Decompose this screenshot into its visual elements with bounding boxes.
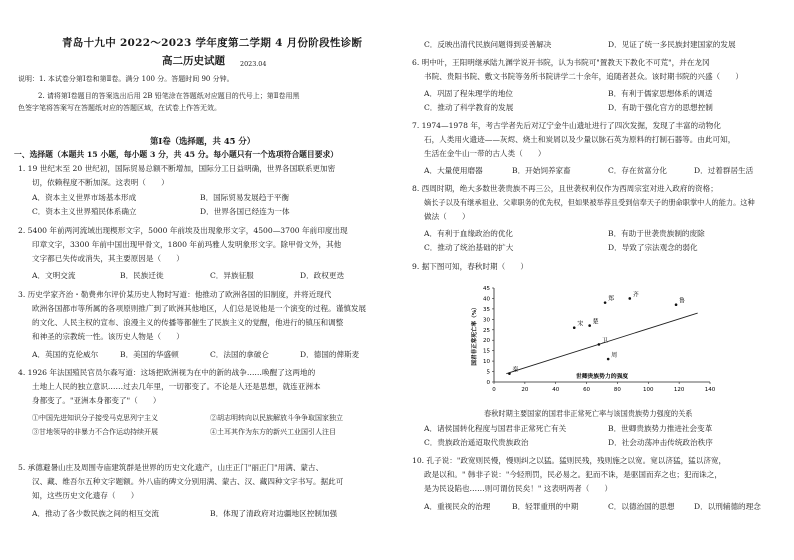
data-point-label: 郑 xyxy=(608,295,615,303)
q6-option-a[interactable]: A．巩固了程朱理学的地位 xyxy=(424,89,514,98)
q3-line-4: 和神圣的宗教统一性。该历史人物是（ ） xyxy=(32,332,184,341)
instruction-2: 2. 请将第Ⅰ卷题目的答案选出后用 2B 铅笔涂在答题纸对应题目的代号上；第Ⅱ卷用黑 xyxy=(38,92,300,100)
q4-option-2[interactable]: ②胡志明转向以民族解放斗争争取国家独立 xyxy=(210,414,343,422)
q1-line-1: 1. 19 世纪末至 20 世纪初，国际贸易总额不断增加，国际分工日益明确，世界各国联系更加密 xyxy=(18,164,336,173)
x-tick-label: 20 xyxy=(521,387,529,393)
q4-line-3: 身都变了。"亚洲本身都变了"（ ） xyxy=(32,396,161,405)
q3-line-3: 的文化、人民主权的宣布、浪漫主义的传播等都催生了民族主义的觉醒，他进行的镇压和调整 xyxy=(32,318,344,327)
data-point xyxy=(588,324,591,327)
q7-option-a[interactable]: A．大量使用磨器 xyxy=(424,166,483,175)
q8-line-3: 做法（ ） xyxy=(424,212,470,221)
q3-line-1: 3. 历史学家齐治・勒费弗尔评价某历史人物时写道：他推动了欧洲各国的旧制度，并将近现代 xyxy=(18,290,332,299)
q10-line-3: 是为民设陷也……则可谓仿民矣！" 这表明两者（ ） xyxy=(424,484,613,493)
q10-line-1: 10. 孔子说："政宽则民慢，慢则纠之以猛。猛则民残，残则施之以宽。宽以济猛，猛以济宽， xyxy=(412,456,727,465)
y-tick-label: 15 xyxy=(483,348,490,355)
q9-line-1: 9. 据下图可知，春秋时期（ ） xyxy=(412,262,528,271)
data-point xyxy=(508,372,511,375)
data-point-label: 卫 xyxy=(601,337,608,345)
q4-option-4[interactable]: ④土耳其作为东方的新兴工业国引人注目 xyxy=(210,428,336,436)
q6-option-b[interactable]: B．有利于儒家思想体系的调适 xyxy=(608,89,713,98)
data-point-label: 鲁 xyxy=(679,297,686,305)
q6-option-d[interactable]: D．有助于强化官方的思想控制 xyxy=(608,103,713,112)
q1-option-d[interactable]: D．世界各国已经连为一体 xyxy=(200,207,290,216)
q4-option-3[interactable]: ③甘地领导的非暴力不合作运动持续开展 xyxy=(32,428,158,436)
y-tick-label: 5 xyxy=(486,369,490,376)
q2-option-d[interactable]: D．政权更迭 xyxy=(300,271,345,280)
q10-option-c[interactable]: C．以德治国的思想 xyxy=(608,502,675,511)
section-title: 第Ⅰ卷（选择题，共 45 分） xyxy=(150,136,256,146)
x-tick-label: 80 xyxy=(613,387,621,393)
data-point xyxy=(598,343,601,346)
q7-line-2: 石，人类用火遗迹——灰烬、烧土和炭屑以及少量以脉石英为原料的打制石器等。由此可知， xyxy=(424,135,736,144)
data-point xyxy=(628,297,631,300)
q8-option-b[interactable]: B．有助于世袭贵族制的废除 xyxy=(608,229,705,238)
q1-option-a[interactable]: A．资本主义世界市场基本形成 xyxy=(32,193,137,202)
y-axis-label: 国君非正常死亡率（%） xyxy=(472,304,478,366)
data-point-label: 楚 xyxy=(592,318,599,326)
q10-line-2: 政是以和。" 韩非子说："今轻刑罚，民必易之。犯而不诛，是驱国而弃之也；犯而诛之， xyxy=(424,470,722,479)
q1-option-b[interactable]: B．国际贸易发展趋于平衡 xyxy=(200,193,290,202)
q9-scatter-chart xyxy=(466,282,722,400)
instruction-3: 色签字笔将答案写在答题纸对应的答题区域，在试卷上作答无效。 xyxy=(18,104,221,112)
data-point-label: 宋 xyxy=(577,320,584,328)
q3-option-b[interactable]: B．美国的华盛顿 xyxy=(120,350,179,359)
data-point xyxy=(604,301,607,304)
q2-line-3: 文字都已失传或消失，其主要原因是（ ） xyxy=(32,254,184,263)
x-tick-label: 0 xyxy=(492,387,496,393)
y-tick-label: 40 xyxy=(483,296,490,303)
q5-option-d[interactable]: D．见证了统一多民族封建国家的发展 xyxy=(608,40,736,49)
q3-line-2: 欧洲各国都市等所属的各项原则推广到了欧洲其他地区，人们总是说他是一个演变的过程。谨慎发展 xyxy=(32,304,367,313)
q7-option-c[interactable]: C．存在贫富分化 xyxy=(608,166,667,175)
q3-option-a[interactable]: A．英国的克伦威尔 xyxy=(32,350,99,359)
q4-option-1[interactable]: ①中国先进知识分子接受马克思列宁主义 xyxy=(32,414,158,422)
y-tick-label: 35 xyxy=(483,306,490,313)
q8-option-d[interactable]: D．导致了宗法观念的弱化 xyxy=(608,243,698,252)
y-tick-label: 25 xyxy=(483,327,490,334)
q5-line-1: 5. 承德避暑山庄及周围寺庙建筑群是世界的历史文化遗产，山庄正门"丽正门"用满、蒙古、 xyxy=(18,463,324,472)
y-tick-label: 45 xyxy=(483,286,490,292)
q9-option-c[interactable]: C．贵族政治遥迢取代贵族政治 xyxy=(424,438,529,447)
exam-subtitle: 高二历史试题 xyxy=(162,55,225,67)
exam-title: 青岛十九中 2022～2023 学年度第二学期 4 月份阶段性诊断 xyxy=(62,37,363,49)
q7-option-d[interactable]: D．过着群居生活 xyxy=(694,166,754,175)
q2-line-2: 印章文字，3300 年前中国出现甲骨文，1800 年前玛雅人发明象形文字。除甲骨文外，其他 xyxy=(32,240,342,249)
q8-line-1: 8. 西周时期，绝大多数世袭贵族不再三公，且世袭权利仅作为西周宗室对进入政府的资格； xyxy=(412,184,718,193)
data-point-label: 周 xyxy=(611,352,618,360)
q6-line-2: 书院、贵阳书院、敷文书院等务所书院讲学二十余年，追随者甚众。该时期书院的兴盛（ ） xyxy=(424,72,743,81)
data-point xyxy=(573,326,576,329)
exam-date: 2023.04 xyxy=(240,60,267,68)
x-tick-label: 140 xyxy=(704,387,716,393)
q3-option-d[interactable]: D．德国的俾斯麦 xyxy=(300,350,360,359)
x-tick-label: 120 xyxy=(673,387,685,393)
q1-option-c[interactable]: C．资本主义世界殖民体系确立 xyxy=(32,207,137,216)
q10-option-b[interactable]: B．轻罪重刑的中期 xyxy=(512,502,579,511)
q5-option-c[interactable]: C．反映出清代民族问题得到妥善解决 xyxy=(424,40,552,49)
data-point-label: 齐 xyxy=(632,291,639,299)
q3-option-c[interactable]: C．法国的拿破仑 xyxy=(210,350,269,359)
q7-option-b[interactable]: B．开始饲养家畜 xyxy=(512,166,571,175)
q2-option-a[interactable]: A．文明交流 xyxy=(32,271,76,280)
x-tick-label: 60 xyxy=(583,387,591,393)
q9-option-b[interactable]: B．世卿贵族势力推进社会变革 xyxy=(608,424,713,433)
y-tick-label: 20 xyxy=(483,338,490,345)
instruction-1: 说明：1. 本试卷分第Ⅰ卷和第Ⅱ卷。满分 100 分。答题时间 90 分钟。 xyxy=(18,75,234,83)
q1-line-2: 切，依赖程度不断加深。这表明（ ） xyxy=(32,178,169,187)
data-point xyxy=(607,358,610,361)
q5-line-2: 汉、藏、维吾尔五种文字题额。外八庙的碑文分别用满、蒙古、汉、藏四种文字书写。据此可 xyxy=(32,477,344,486)
q5-option-a[interactable]: A．推动了各少数民族之间的相互交流 xyxy=(32,509,159,518)
chart-caption: 春秋时期主要国家的国君非正常死亡率与该国贵族势力强度的关系 xyxy=(484,409,693,418)
data-point-label: 秦 xyxy=(512,366,519,374)
y-tick-label: 30 xyxy=(483,317,490,324)
q7-line-1: 7. 1974—1978 年，考古学者先后对辽宁金牛山遗址进行了四次发掘，发现了丰富的动物化 xyxy=(412,121,721,130)
q7-line-3: 生活在金牛山一带的古人类（ ） xyxy=(424,149,546,158)
q6-line-1: 6. 明中叶，王阳明继承陆九渊学说开书院，认为书院可"置教天下教化不可荒"，并在龙冈 xyxy=(412,58,710,67)
q2-line-1: 2. 5400 年前两河流域出现楔形文字，5000 年前埃及出现象形文字，4500—3700 年前印度出现 xyxy=(18,226,348,235)
q10-option-a[interactable]: A．重视民众的治理 xyxy=(424,502,491,511)
data-point xyxy=(675,303,678,306)
q2-option-c[interactable]: C．异族征服 xyxy=(210,271,254,280)
section-heading: 一、选择题（本题共 15 小题，每小题 3 分，共 45 分。每小题只有一个选项符合题目要求） xyxy=(14,150,339,159)
x-axis-label: 世卿贵族势力的强度 xyxy=(575,374,629,380)
q4-line-2: 土地上人民的独立意识……过去几年里，一切都变了。不论是人还是思想，就连亚洲本 xyxy=(32,382,321,391)
q5-line-3: 知，这些历史文化遗存（ ） xyxy=(32,491,139,500)
q5-option-b[interactable]: B．体现了清政府对边疆地区控制加强 xyxy=(210,509,338,518)
q9-option-d[interactable]: D．社会动荡冲击传统政治秩序 xyxy=(608,438,713,447)
q8-option-c[interactable]: C．推动了统治基础的扩大 xyxy=(424,243,514,252)
x-tick-label: 40 xyxy=(552,387,560,393)
q10-option-d[interactable]: D．以刑辅德的理念 xyxy=(694,502,761,511)
q6-option-c[interactable]: C．推动了科学教育的发展 xyxy=(424,103,514,112)
y-tick-label: 0 xyxy=(486,380,490,386)
q4-line-1: 4. 1926 年法国殖民官员尔森写道：这场把欧洲视为在中的新的战争……唤醒了这两地的 xyxy=(18,368,316,377)
y-tick-label: 10 xyxy=(483,359,490,366)
q8-option-a[interactable]: A．有利于血缘政治的优化 xyxy=(424,229,514,238)
q2-option-b[interactable]: B．民族迁徙 xyxy=(120,271,164,280)
x-tick-label: 100 xyxy=(643,387,654,393)
q9-option-a[interactable]: A．诸侯国转化程度与国君非正常死亡有关 xyxy=(424,424,567,433)
q8-line-2: 嫡长子以及有继承祖业、父辈职务的优先权，但如果被举荐且受到信奉天子的册命职掌中人的能力。这种 xyxy=(424,198,755,207)
